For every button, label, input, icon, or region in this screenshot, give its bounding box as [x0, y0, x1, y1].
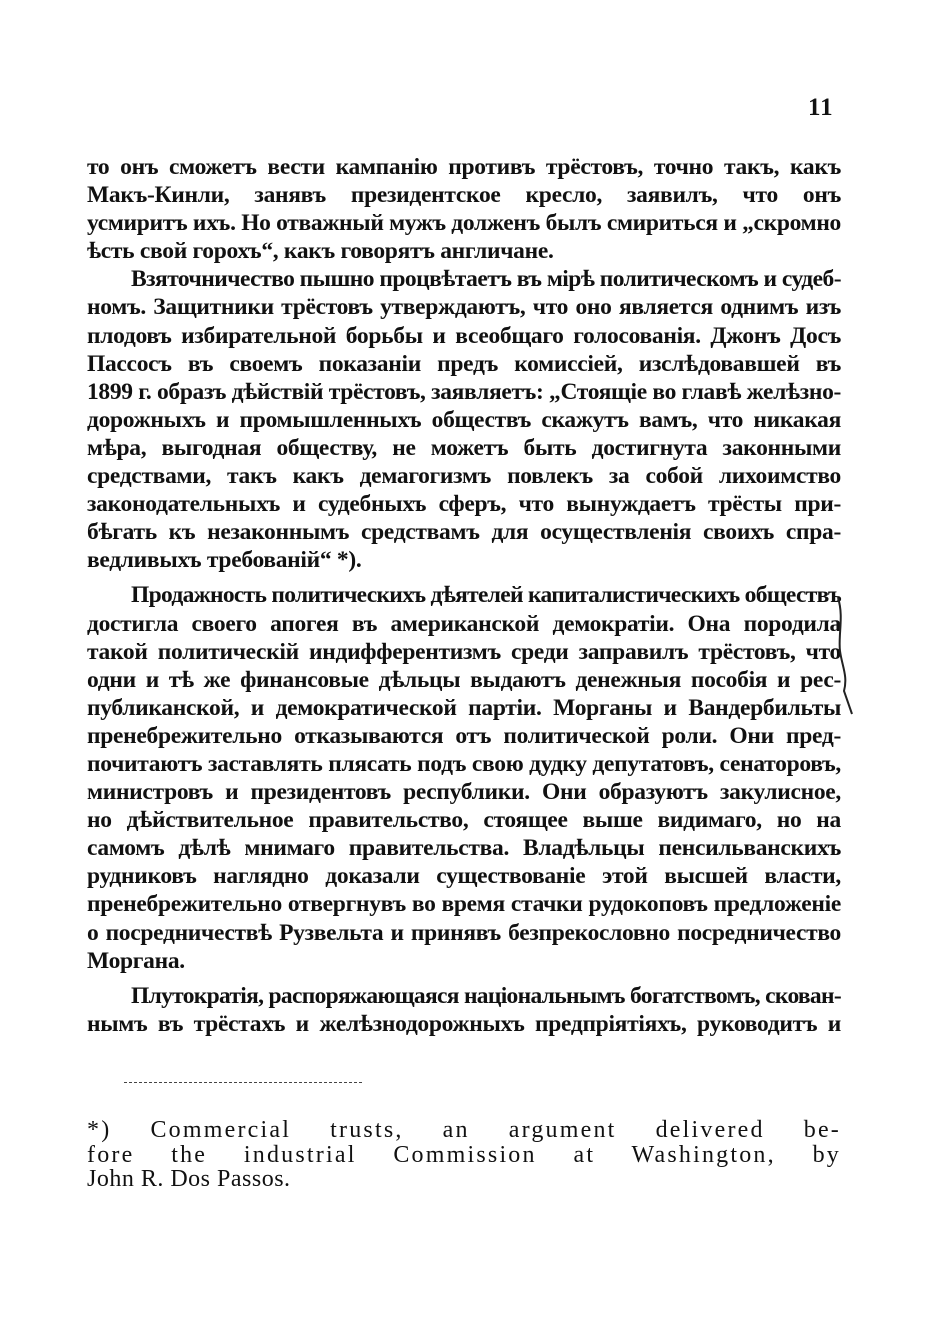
- footnote: [87, 1118, 841, 1192]
- text-line: средствами, такъ какъ демагогизмъ повлекъ за собой лихоимство: [87, 463, 841, 490]
- text-line: ѣсть свой горохъ“, какъ говорятъ англичане.: [87, 238, 554, 265]
- footnote-line: *) Commercial trusts, an argument delivered be-: [87, 1117, 841, 1143]
- footnote-line: fore the industrial Commission at Washington, by: [87, 1141, 841, 1168]
- text-line: Пассосъ въ своемъ показаніи предъ комиссіей, изслѣдовавшей въ: [87, 350, 841, 377]
- text-line: Моргана.: [87, 947, 185, 974]
- body-text: [87, 153, 841, 1038]
- margin-pen-mark: [830, 596, 860, 716]
- text-line: мѣра, выгодная обществу, не можетъ быть достигнута законными: [87, 434, 841, 461]
- text-line: пренебрежительно отвергнувъ во время стачки рудокоповъ предложеніе: [87, 891, 841, 918]
- text-line: самомъ дѣлѣ мнимаго правительства. Владѣльцы пенсильванскихъ: [87, 835, 841, 862]
- footnote-line: John R. Dos Passos.: [87, 1166, 291, 1192]
- text-line: почитаютъ заставлять плясать подъ свою дудку депутатовъ, сенаторовъ,: [87, 750, 841, 777]
- text-line: рудниковъ наглядно доказали существованіе этой высшей власти,: [87, 863, 841, 890]
- text-line: но дѣйствительное правительство, стоящее выше видимаго, но на: [87, 807, 841, 834]
- text-line: одни и тѣ же финансовые дѣльцы выдаютъ денежныя пособія и рес-: [87, 666, 841, 693]
- paragraph-2: [87, 265, 841, 574]
- text-line: такой политическій индифферентизмъ среди заправилъ трёстовъ, что: [87, 638, 841, 665]
- paragraph-4: [87, 982, 841, 1038]
- text-line: о посредничествѣ Рузвельта и принявъ безпрекословно посредничество: [87, 919, 841, 946]
- text-line: министровъ и президентовъ республики. Они образуютъ закулисное,: [87, 779, 841, 806]
- text-line: Плутократія, распоряжающаяся національнымъ богатствомъ, скован-: [131, 982, 841, 1009]
- text-line: Взяточничество пышно процвѣтаетъ въ мірѣ политическомъ и судеб-: [131, 266, 841, 293]
- text-line: достигла своего апогея въ американской демократіи. Она породила: [87, 610, 841, 637]
- paragraph-1: [87, 153, 841, 265]
- text-line: плодовъ избирательной борьбы и всеобщаго голосованія. Джонъ Досъ: [87, 322, 841, 349]
- paragraph-3: [87, 581, 841, 974]
- text-line: дорожныхъ и промышленныхъ обществъ скажутъ вамъ, что никакая: [87, 406, 841, 433]
- text-line: номъ. Защитники трёстовъ утверждаютъ, что оно является однимъ изъ: [87, 294, 841, 321]
- text-line: пренебрежительно отказываются отъ политической роли. Они пред-: [87, 722, 841, 749]
- text-line: усмиритъ ихъ. Но отважный мужъ долженъ былъ смириться и „скромно: [87, 210, 841, 237]
- text-line: то онъ сможетъ вести кампанію противъ трёстовъ, точно такъ, какъ: [87, 154, 841, 180]
- text-line: нымъ въ трёстахъ и желѣзнодорожныхъ предпріятіяхъ, руководитъ и: [87, 1010, 841, 1037]
- text-line: ведливыхъ требованій“ *).: [87, 547, 362, 574]
- footnote-separator: [124, 1082, 362, 1083]
- text-line: Макъ-Кинли, занявъ президентское кресло, заявилъ, что онъ: [87, 182, 841, 209]
- text-line: 1899 г. образъ дѣйствій трёстовъ, заявляетъ: „Стоящіе во главѣ желѣзно-: [87, 378, 841, 405]
- text-line: Продажность политическихъ дѣятелей капиталистическихъ обществъ: [131, 582, 841, 609]
- text-line: бѣгать къ незаконнымъ средствамъ для осуществленія своихъ спра-: [87, 519, 841, 546]
- text-line: публиканской, и демократической партіи. Морганы и Вандербильты: [87, 694, 841, 721]
- page-number: 11: [808, 94, 834, 121]
- text-line: законодательныхъ и судебныхъ сферъ, что вынуждаетъ трёсты при-: [87, 491, 841, 518]
